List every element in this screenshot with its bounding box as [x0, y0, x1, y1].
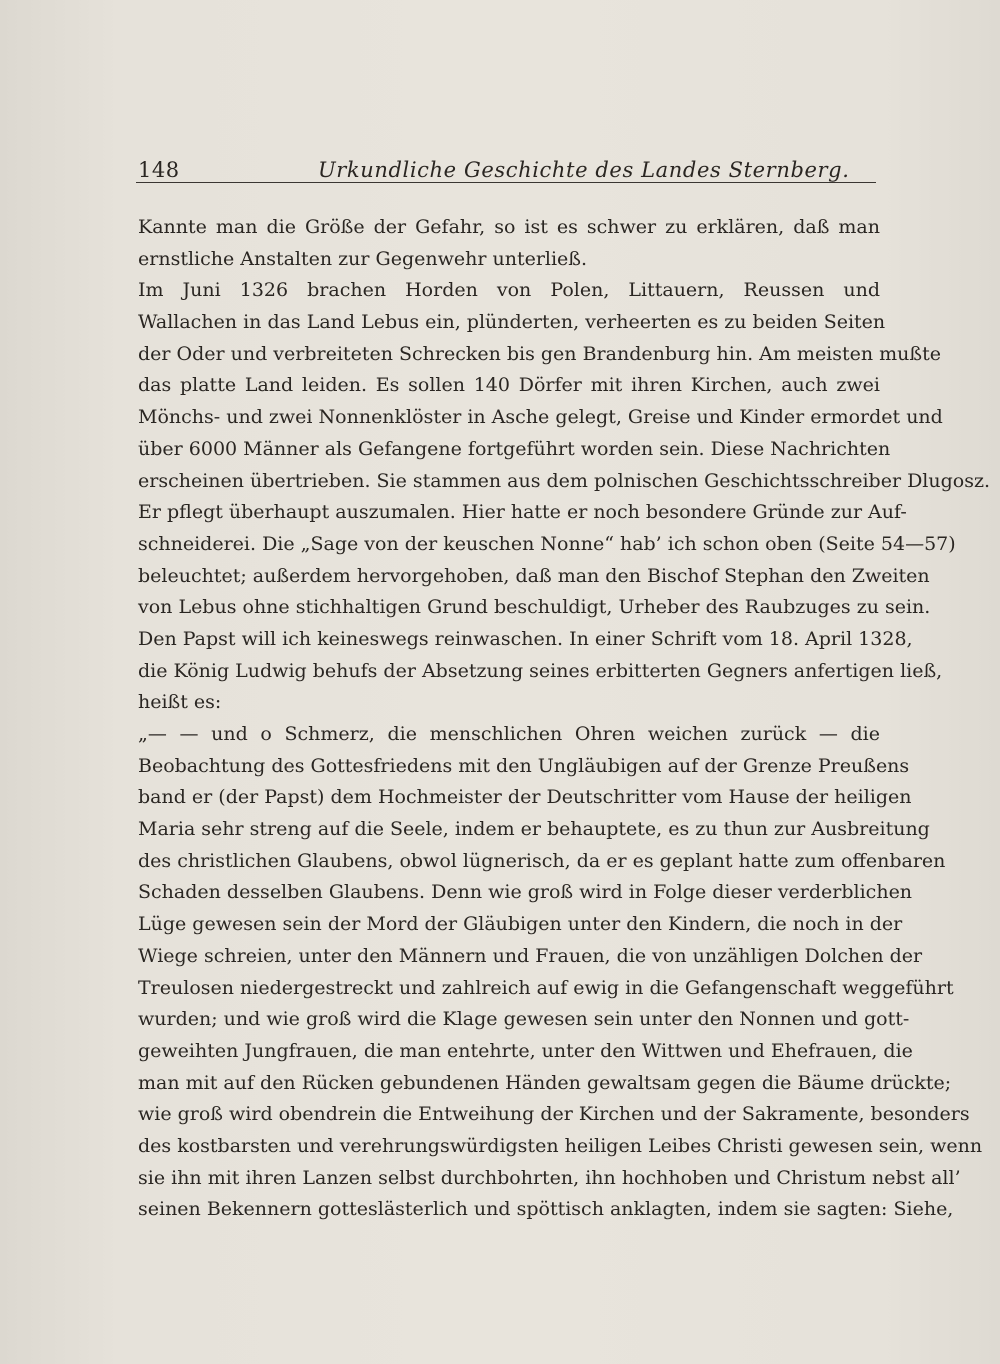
text-line: beleuchtet; außerdem hervorgehoben, daß man den Bischof Stephan den Zweiten	[138, 564, 930, 587]
text-line: Wallachen in das Land Lebus ein, plünderten, verheerten es zu beiden Seiten	[138, 311, 886, 334]
text-line: über 6000 Männer als Gefangene fortgeführt worden sein. Diese Nachrichten	[138, 437, 891, 460]
text-line: heißt es:	[138, 691, 222, 714]
text-line: Maria sehr streng auf die Seele, indem er behauptete, es zu thun zur Ausbreitung	[138, 818, 930, 841]
text-line: von Lebus ohne stichhaltigen Grund beschuldigt, Urheber des Raubzuges zu sein.	[138, 596, 931, 619]
text-line: Treulosen niedergestreckt und zahlreich auf ewig in die Gefangenschaft weggeführt	[138, 976, 954, 999]
header-rule	[136, 182, 876, 183]
text-line: des christlichen Glaubens, obwol lügnerisch, da er es geplant hatte zum offenbaren	[138, 849, 946, 872]
text-line: wie groß wird obendrein die Entweihung der Kirchen und der Sakramente, besonders	[138, 1103, 970, 1126]
text-line: schneiderei. Die „Sage von der keuschen Nonne“ hab’ ich schon oben (Seite 54—57)	[138, 532, 956, 555]
text-line: Den Papst will ich keineswegs reinwaschen. In einer Schrift vom 18. April 1328,	[138, 627, 913, 650]
text-line: Schaden desselben Glaubens. Denn wie groß wird in Folge dieser verderblichen	[138, 881, 913, 904]
body-text	[138, 212, 991, 1226]
text-line: sie ihn mit ihren Lanzen selbst durchbohrten, ihn hochhoben und Christum nebst all’	[138, 1166, 961, 1189]
text-line: Wiege schreien, unter den Männern und Frauen, die von unzähligen Dolchen der	[138, 944, 923, 967]
text-line: das platte Land leiden. Es sollen 140 Dörfer mit ihren Kirchen, auch zwei	[138, 374, 880, 397]
text-line: Lüge gewesen sein der Mord der Gläubigen unter den Kindern, die noch in der	[138, 913, 903, 936]
text-line: ernstliche Anstalten zur Gegenwehr unterließ.	[138, 247, 588, 270]
text-line: band er (der Papst) dem Hochmeister der Deutschritter vom Hause der heiligen	[138, 786, 912, 809]
text-line: man mit auf den Rücken gebundenen Händen gewaltsam gegen die Bäume drückte;	[138, 1071, 952, 1094]
page-header	[136, 158, 876, 184]
text-line: „— — und o Schmerz, die menschlichen Ohren weichen zurück — die	[138, 723, 880, 745]
text-line: die König Ludwig behufs der Absetzung seines erbitterten Gegners anfertigen ließ,	[138, 659, 943, 682]
text-line: Kannte man die Größe der Gefahr, so ist es schwer zu erklären, daß man	[138, 216, 880, 238]
text-line: des kostbarsten und verehrungswürdigsten heiligen Leibes Christi gewesen sein, wenn	[138, 1134, 983, 1157]
text-line: Er pflegt überhaupt auszumalen. Hier hatte er noch besondere Gründe zur Auf-	[138, 501, 907, 524]
text-line: Mönchs- und zwei Nonnenklöster in Asche gelegt, Greise und Kinder ermordet und	[138, 406, 943, 429]
text-line: Im Juni 1326 brachen Horden von Polen, Littauern, Reussen und	[138, 279, 880, 302]
text-line: geweihten Jungfrauen, die man entehrte, unter den Wittwen und Ehefrauen, die	[138, 1039, 913, 1062]
running-title: Urkundliche Geschichte des Landes Sternberg.	[318, 158, 850, 182]
text-line: seinen Bekennern gotteslästerlich und spöttisch anklagten, indem sie sagten: Siehe,	[138, 1198, 954, 1221]
text-line: wurden; und wie groß wird die Klage gewesen sein unter den Nonnen und gott-	[138, 1008, 910, 1031]
text-line: Beobachtung des Gottesfriedens mit den Ungläubigen auf der Grenze Preußens	[138, 754, 910, 777]
page-number: 148	[138, 158, 180, 182]
text-line: der Oder und verbreiteten Schrecken bis gen Brandenburg hin. Am meisten mußte	[138, 342, 941, 365]
text-line: erscheinen übertrieben. Sie stammen aus dem polnischen Geschichtsschreiber Dlugosz.	[138, 469, 991, 492]
